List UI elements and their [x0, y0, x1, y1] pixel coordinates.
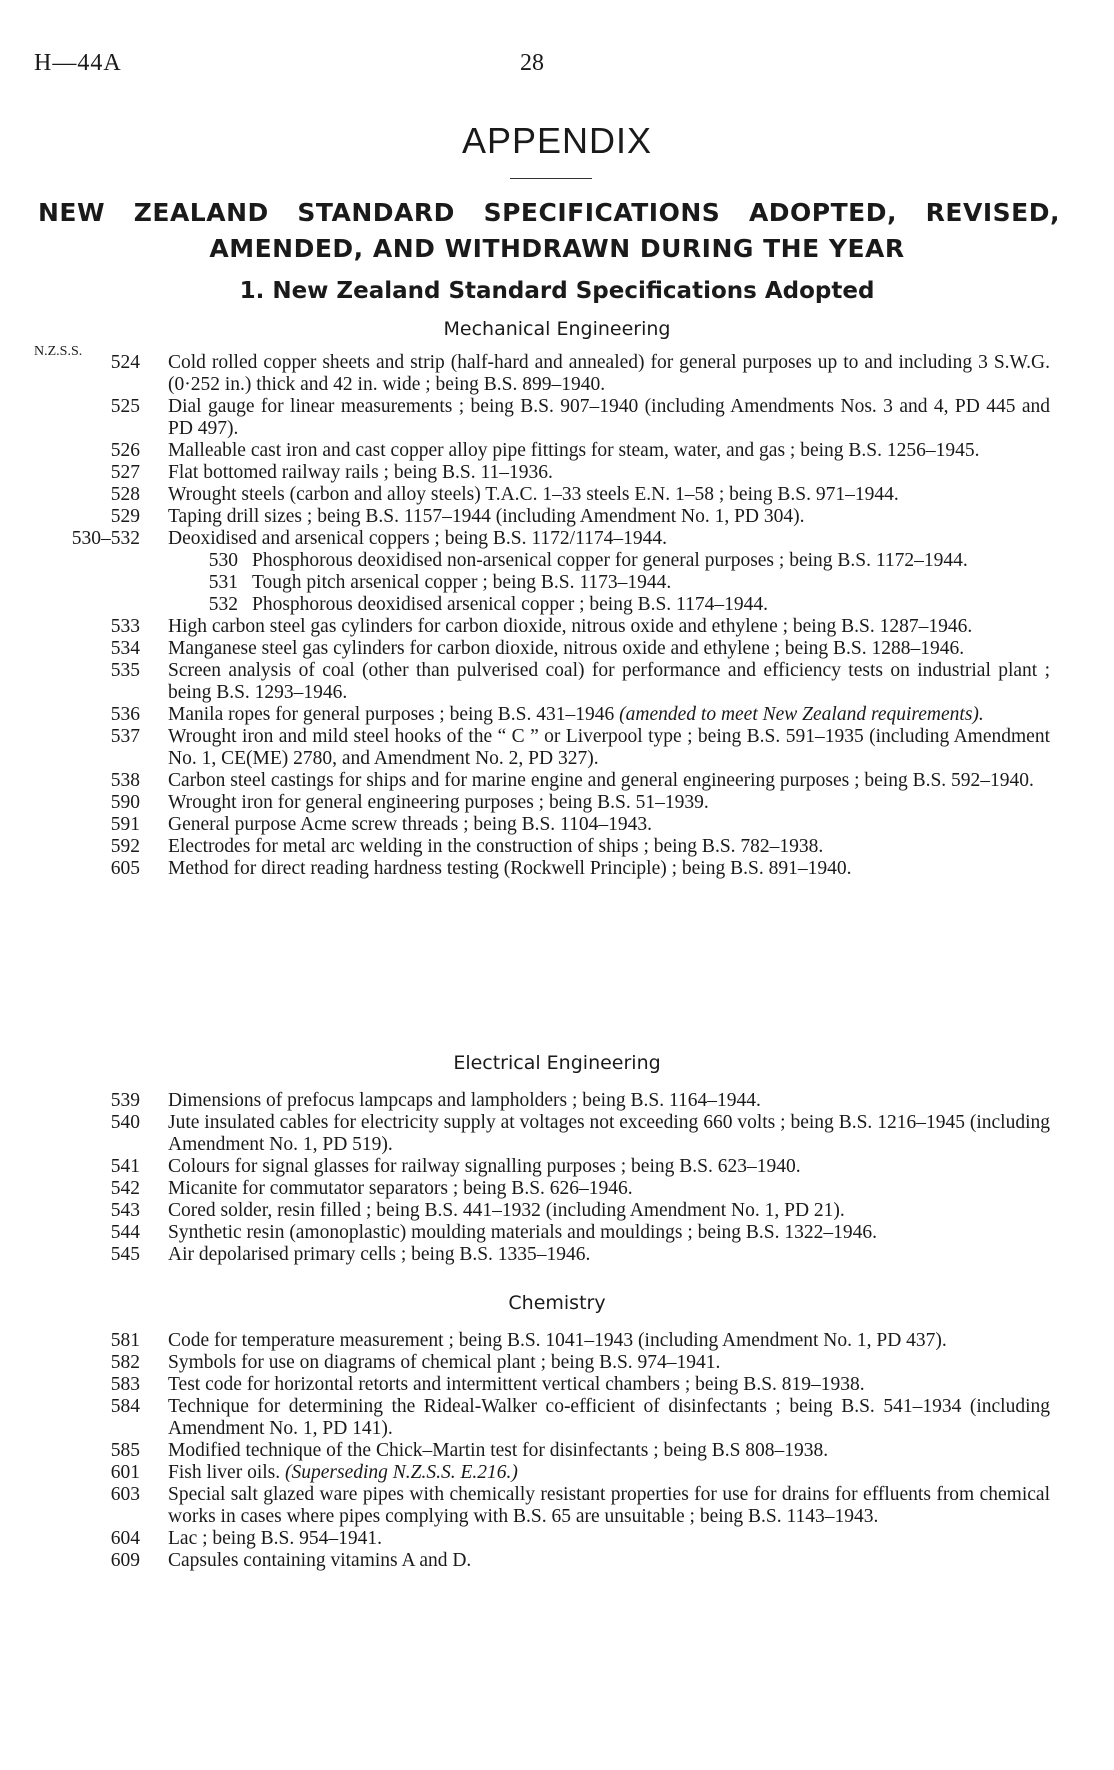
- sub-spec-entry: [0, 550, 1114, 572]
- spec-text: Capsules containing vitamins A and D.: [168, 1550, 472, 1571]
- spec-entry: [0, 770, 1114, 792]
- spec-description: [168, 704, 1050, 726]
- spec-description: [168, 1090, 1050, 1112]
- spec-text: Wrought iron for general engineering purposes ; being B.S. 51–1939.: [168, 792, 709, 813]
- spec-entry: [0, 462, 1114, 484]
- title-divider: [510, 178, 592, 179]
- spec-text: Air depolarised primary cells ; being B.S. 1335–1946.: [168, 1244, 591, 1265]
- spec-text: Synthetic resin (amonoplastic) moulding materials and mouldings ; being B.S. 1322–1946.: [168, 1222, 877, 1243]
- spec-text: Phosphorous deoxidised arsenical copper ; being B.S. 1174–1944.: [252, 594, 768, 615]
- spec-entry: [0, 814, 1114, 836]
- spec-entry: [0, 1244, 1114, 1266]
- spec-description: [168, 638, 1050, 660]
- spec-description: [168, 484, 1050, 506]
- spec-entry: [0, 1396, 1114, 1440]
- spec-entry: [0, 506, 1114, 528]
- spec-number: 528: [110, 484, 140, 505]
- spec-entry: [0, 616, 1114, 638]
- spec-number: 531: [208, 572, 238, 593]
- spec-number: 532: [208, 594, 238, 615]
- spec-number: 605: [110, 858, 140, 879]
- spec-description: [168, 814, 1050, 836]
- spec-entry: [0, 836, 1114, 858]
- spec-entry: [0, 792, 1114, 814]
- spec-text: Screen analysis of coal (other than pulverised coal) for performance and efficiency tests on industrial plant ; being B.S. 1293–1946.: [168, 660, 1050, 703]
- spec-description: [168, 440, 1050, 462]
- spec-number: 585: [110, 1440, 140, 1461]
- spec-entry: [0, 1528, 1114, 1550]
- spec-description: [168, 836, 1050, 858]
- spec-text: Malleable cast iron and cast copper alloy pipe fittings for steam, water, and gas ; being B.S. 1256–1945.: [168, 440, 980, 461]
- main-title-line-2: AMENDED, AND WITHDRAWN DURING THE YEAR: [209, 234, 905, 263]
- spec-number: 525: [110, 396, 140, 417]
- title-word: ADOPTED,: [748, 198, 898, 227]
- sub-spec-entry: [0, 572, 1114, 594]
- spec-text: Manila ropes for general purposes ; being B.S. 431–1946: [168, 704, 615, 725]
- spec-entry: [0, 528, 1114, 550]
- spec-number: 582: [110, 1352, 140, 1373]
- spec-text: Dimensions of prefocus lampcaps and lampholders ; being B.S. 1164–1944.: [168, 1090, 761, 1111]
- entries-mechanical: [0, 352, 1114, 880]
- spec-number: 530: [208, 550, 238, 571]
- spec-entry: [0, 1200, 1114, 1222]
- spec-text: Cored solder, resin filled ; being B.S. 441–1932 (including Amendment No. 1, PD 21).: [168, 1200, 845, 1221]
- spec-description: [168, 1550, 1050, 1572]
- spec-description: [168, 1484, 1050, 1528]
- spec-number: 544: [110, 1222, 140, 1243]
- spec-number: 538: [110, 770, 140, 791]
- spec-text: Electrodes for metal arc welding in the construction of ships ; being B.S. 782–1938.: [168, 836, 824, 857]
- spec-text: Deoxidised and arsenical coppers ; being B.S. 1172/1174–1944.: [168, 528, 667, 549]
- spec-text: Code for temperature measurement ; being B.S. 1041–1943 (including Amendment No. 1, PD 437).: [168, 1330, 947, 1351]
- spec-number: 539: [110, 1090, 140, 1111]
- spec-number: 591: [110, 814, 140, 835]
- spec-entry: [0, 1374, 1114, 1396]
- spec-number: 584: [110, 1396, 140, 1417]
- spec-number: 529: [110, 506, 140, 527]
- spec-entry: [0, 396, 1114, 440]
- spec-entry: [0, 726, 1114, 770]
- spec-number: 601: [110, 1462, 140, 1483]
- spec-description: [168, 660, 1050, 704]
- spec-number: 537: [110, 726, 140, 747]
- entries-electrical: [0, 1090, 1114, 1266]
- spec-text: Fish liver oils.: [168, 1462, 281, 1483]
- spec-number: 534: [110, 638, 140, 659]
- spec-description: [168, 396, 1050, 440]
- title-word: SPECIFICATIONS: [483, 198, 721, 227]
- spec-description: [168, 1352, 1050, 1374]
- section-heading-mechanical: Mechanical Engineering: [443, 318, 671, 340]
- spec-text: Wrought steels (carbon and alloy steels) T.A.C. 1–33 steels E.N. 1–58 ; being B.S. 971–1944.: [168, 484, 899, 505]
- spec-entry: [0, 1462, 1114, 1484]
- spec-description: [168, 1156, 1050, 1178]
- spec-text: Cold rolled copper sheets and strip (half-hard and annealed) for general purposes up to and including 3 S.W.G. (0·252 in.) thick and 42 in. wide ; being B.S. 899–1940.: [168, 352, 1050, 395]
- spec-number: 542: [110, 1178, 140, 1199]
- spec-number: 540: [110, 1112, 140, 1133]
- spec-description: [168, 770, 1050, 792]
- spec-number: 545: [110, 1244, 140, 1265]
- spec-entry: [0, 858, 1114, 880]
- title-word: NEW: [38, 198, 106, 227]
- spec-entry: [0, 1440, 1114, 1462]
- spec-description: [168, 858, 1050, 880]
- spec-description: [168, 1330, 1050, 1352]
- spec-text: Modified technique of the Chick–Martin test for disinfectants ; being B.S 808–1938.: [168, 1440, 829, 1461]
- spec-text: Micanite for commutator separators ; being B.S. 626–1946.: [168, 1178, 633, 1199]
- spec-text: General purpose Acme screw threads ; being B.S. 1104–1943.: [168, 814, 652, 835]
- spec-description: [168, 1374, 1050, 1396]
- spec-entry: [0, 352, 1114, 396]
- section-heading-electrical: Electrical Engineering: [453, 1052, 661, 1074]
- spec-number: 527: [110, 462, 140, 483]
- spec-description: [168, 1462, 1050, 1484]
- spec-text: Carbon steel castings for ships and for marine engine and general engineering purposes ; being B.S. 592–1940.: [168, 770, 1034, 791]
- spec-entry: [0, 660, 1114, 704]
- appendix-title: APPENDIX: [461, 120, 653, 161]
- spec-description: [168, 1440, 1050, 1462]
- spec-description: [168, 506, 1050, 528]
- spec-description: [168, 462, 1050, 484]
- spec-number: 581: [110, 1330, 140, 1351]
- spec-text: Tough pitch arsenical copper ; being B.S. 1173–1944.: [252, 572, 672, 593]
- page-number: 28: [520, 50, 544, 76]
- spec-number: 526: [110, 440, 140, 461]
- document-reference: H—44A: [34, 50, 122, 76]
- spec-text: Taping drill sizes ; being B.S. 1157–1944 (including Amendment No. 1, PD 304).: [168, 506, 805, 527]
- spec-number: 609: [110, 1550, 140, 1571]
- spec-entry: [0, 1352, 1114, 1374]
- section-heading-chemistry: Chemistry: [508, 1292, 606, 1314]
- spec-entry: [0, 440, 1114, 462]
- title-word: STANDARD: [297, 198, 455, 227]
- spec-description: [168, 1244, 1050, 1266]
- spec-text: High carbon steel gas cylinders for carbon dioxide, nitrous oxide and ethylene ; being B.S. 1287–1946.: [168, 616, 973, 637]
- spec-description: [252, 594, 1050, 616]
- spec-description: [168, 792, 1050, 814]
- spec-italic-note: (Superseding N.Z.S.S. E.216.): [285, 1462, 518, 1483]
- spec-number: 533: [110, 616, 140, 637]
- spec-text: Symbols for use on diagrams of chemical plant ; being B.S. 974–1941.: [168, 1352, 721, 1373]
- spec-text: Lac ; being B.S. 954–1941.: [168, 1528, 382, 1549]
- spec-description: [168, 1396, 1050, 1440]
- spec-entry: [0, 1090, 1114, 1112]
- spec-entry: [0, 1484, 1114, 1528]
- spec-number: 541: [110, 1156, 140, 1177]
- title-word: ZEALAND: [133, 198, 269, 227]
- spec-number: 524: [110, 352, 140, 373]
- spec-number: 590: [110, 792, 140, 813]
- spec-text: Phosphorous deoxidised non-arsenical copper for general purposes ; being B.S. 1172–1944.: [252, 550, 968, 571]
- spec-description: [252, 572, 1050, 594]
- main-title-line-1: [38, 198, 1060, 227]
- title-word: REVISED,: [925, 198, 1060, 227]
- spec-text: Flat bottomed railway rails ; being B.S. 11–1936.: [168, 462, 553, 483]
- sub-spec-entry: [0, 594, 1114, 616]
- spec-number: 530–532: [71, 528, 140, 549]
- spec-entry: [0, 638, 1114, 660]
- spec-description: [168, 1178, 1050, 1200]
- spec-italic-note: (amended to meet New Zealand requirements).: [619, 704, 984, 725]
- spec-entry: [0, 1550, 1114, 1572]
- entries-chemistry: [0, 1330, 1114, 1572]
- spec-entry: [0, 1330, 1114, 1352]
- spec-description: [168, 528, 1050, 550]
- nzss-column-label: N.Z.S.S.: [34, 344, 83, 359]
- spec-text: Dial gauge for linear measurements ; being B.S. 907–1940 (including Amendments Nos. 3 and 4, PD 445 and PD 497).: [168, 396, 1050, 439]
- spec-entry: [0, 704, 1114, 726]
- spec-number: 535: [110, 660, 140, 681]
- spec-text: Colours for signal glasses for railway signalling purposes ; being B.S. 623–1940.: [168, 1156, 801, 1177]
- spec-description: [168, 352, 1050, 396]
- spec-text: Manganese steel gas cylinders for carbon dioxide, nitrous oxide and ethylene ; being B.S. 1288–1946.: [168, 638, 965, 659]
- spec-number: 536: [110, 704, 140, 725]
- spec-text: Method for direct reading hardness testing (Rockwell Principle) ; being B.S. 891–1940.: [168, 858, 852, 879]
- spec-number: 583: [110, 1374, 140, 1395]
- spec-number: 592: [110, 836, 140, 857]
- spec-entry: [0, 1156, 1114, 1178]
- section-subheading: 1. New Zealand Standard Specifications Adopted: [239, 278, 875, 304]
- spec-description: [168, 726, 1050, 770]
- spec-text: Jute insulated cables for electricity supply at voltages not exceeding 660 volts ; being B.S. 1216–1945 (including Amendment No. 1, PD 519).: [168, 1112, 1050, 1155]
- spec-text: Special salt glazed ware pipes with chemically resistant properties for use for drains for effluents from chemical works in cases where pipes complying with B.S. 65 are unsuitable ; being B.S. 1143–1943.: [168, 1484, 1050, 1527]
- spec-entry: [0, 484, 1114, 506]
- spec-number: 543: [110, 1200, 140, 1221]
- spec-description: [168, 616, 1050, 638]
- spec-number: 604: [110, 1528, 140, 1549]
- spec-description: [168, 1200, 1050, 1222]
- spec-text: Technique for determining the Rideal-Walker co-efficient of disinfectants ; being B.S. 541–1934 (including Amendment No. 1, PD 141).: [168, 1396, 1050, 1439]
- spec-text: Test code for horizontal retorts and intermittent vertical chambers ; being B.S. 819–1938.: [168, 1374, 865, 1395]
- spec-description: [252, 550, 1050, 572]
- spec-number: 603: [110, 1484, 140, 1505]
- spec-text: Wrought iron and mild steel hooks of the “ C ” or Liverpool type ; being B.S. 591–1935 (including Amendment No. 1, CE(ME) 2780, and Amendment No. 2, PD 327).: [168, 726, 1050, 769]
- spec-entry: [0, 1222, 1114, 1244]
- spec-entry: [0, 1178, 1114, 1200]
- spec-description: [168, 1528, 1050, 1550]
- spec-description: [168, 1222, 1050, 1244]
- spec-entry: [0, 1112, 1114, 1156]
- spec-description: [168, 1112, 1050, 1156]
